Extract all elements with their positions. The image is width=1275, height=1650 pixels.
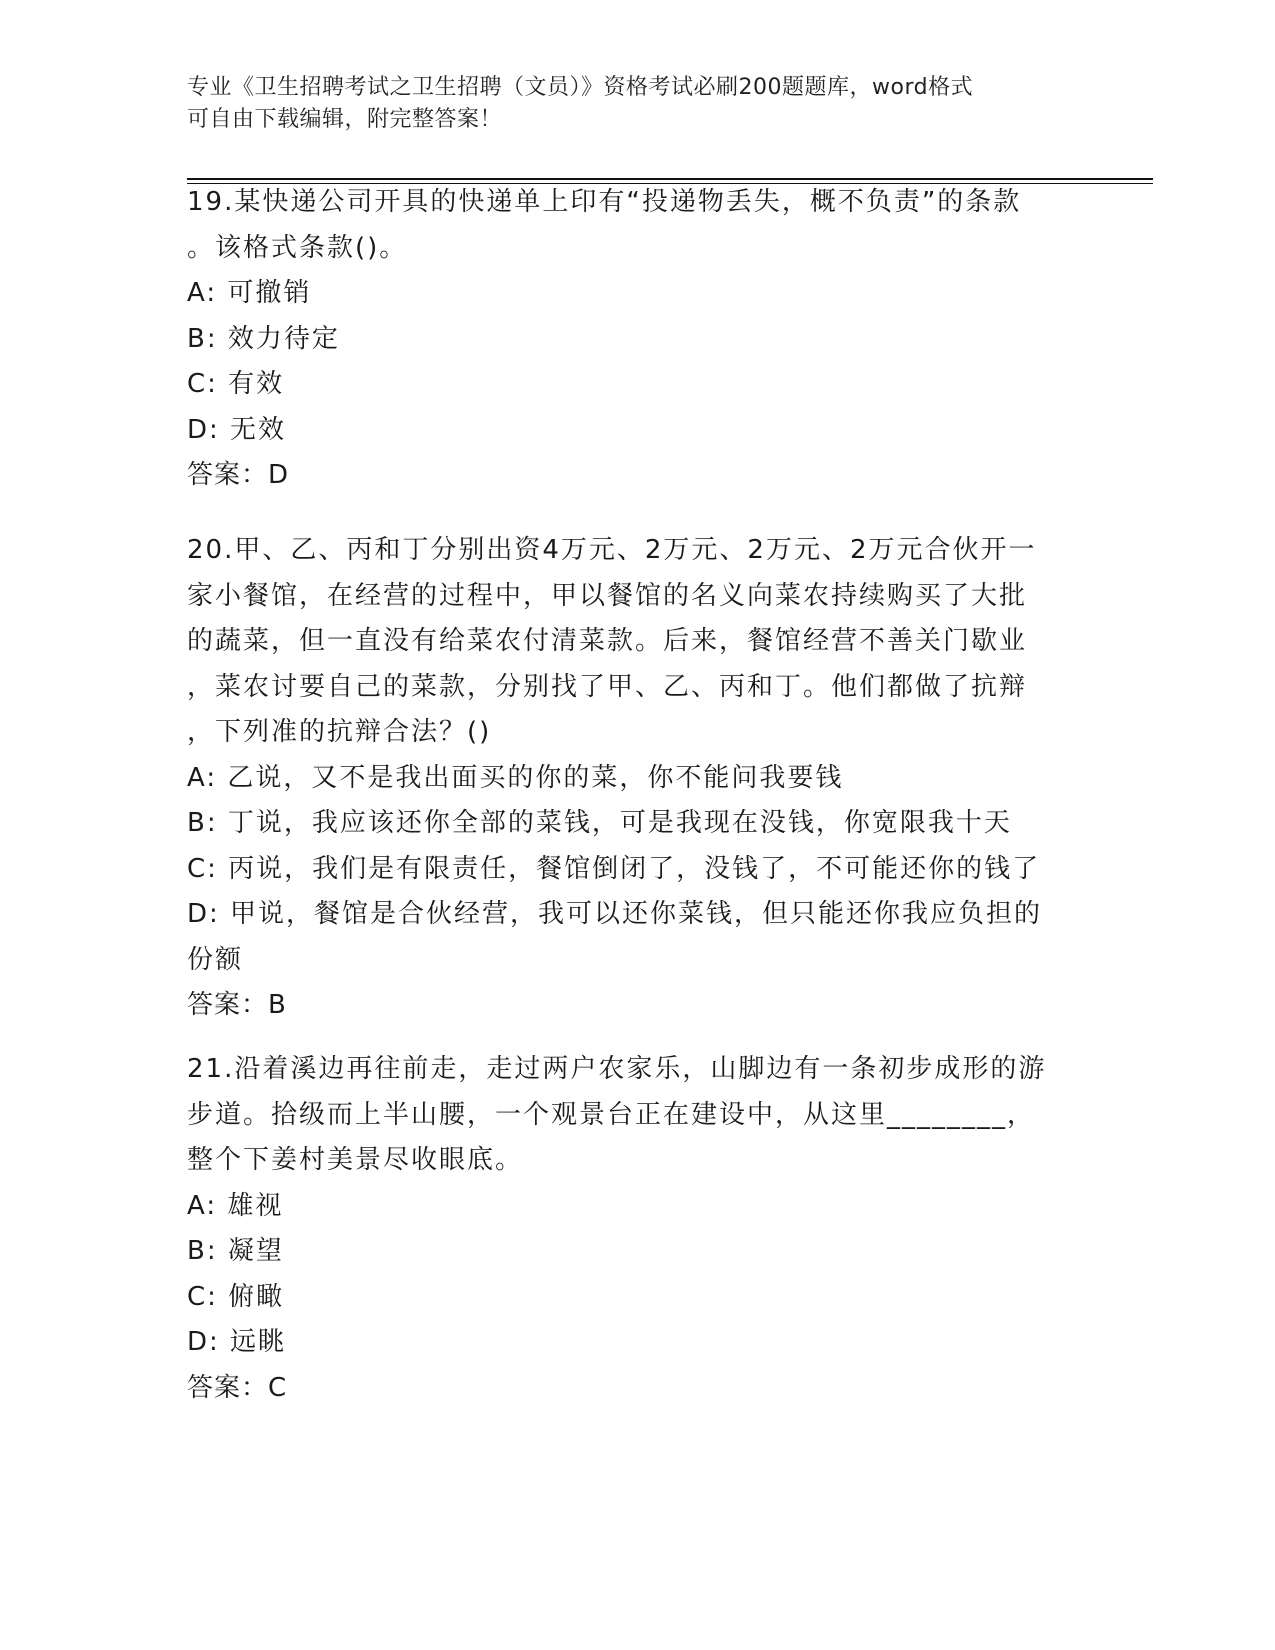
question-text-line: 步道。拾级而上半山腰，一个观景台正在建设中，从这里________， bbox=[187, 1099, 1036, 1130]
option-d: D: 无效 bbox=[187, 414, 287, 445]
question-21 bbox=[187, 1047, 1087, 1411]
question-text-line: ，下列准的抗辩合法？() bbox=[187, 717, 492, 747]
option-c: C: 俯瞰 bbox=[187, 1281, 285, 1312]
option-a: A: 雄视 bbox=[187, 1190, 284, 1221]
option-d-continued: 份额 bbox=[187, 944, 244, 975]
option-b: B: 凝望 bbox=[187, 1236, 284, 1266]
option-b: B: 效力待定 bbox=[187, 323, 340, 354]
question-text-line: ，菜农讨要自己的菜款，分别找了甲、乙、丙和丁。他们都做了抗辩 bbox=[187, 671, 1028, 702]
question-text-line: 19.某快递公司开具的快递单上印有“投递物丢失，概不负责”的条款 bbox=[187, 187, 1022, 217]
question-text-line: 家小餐馆，在经营的过程中，甲以餐馆的名义向菜农持续购买了大批 bbox=[187, 580, 1028, 611]
option-a: A: 乙说，又不是我出面买的你的菜，你不能问我要钱 bbox=[187, 762, 844, 793]
question-19 bbox=[187, 180, 1087, 499]
question-text-line: 。该格式条款()。 bbox=[187, 232, 408, 263]
option-a: A: 可撤销 bbox=[187, 278, 312, 308]
document-header bbox=[187, 72, 1087, 136]
option-c: C: 丙说，我们是有限责任，餐馆倒闭了，没钱了，不可能还你的钱了 bbox=[187, 853, 1041, 884]
answer-label: 答案：D bbox=[187, 460, 290, 490]
option-d: D: 甲说，餐馆是合伙经营，我可以还你菜钱，但只能还你我应负担的 bbox=[187, 899, 1043, 929]
question-text-line: 21.沿着溪边再往前走，走过两户农家乐，山脚边有一条初步成形的游 bbox=[187, 1054, 1047, 1084]
question-text-line: 的蔬菜，但一直没有给菜农付清菜款。后来，餐馆经营不善关门歇业 bbox=[187, 626, 1028, 656]
header-line-1: 专业《卫生招聘考试之卫生招聘（文员）》资格考试必刷200题题库，word格式 bbox=[187, 75, 974, 100]
question-text-line: 20.甲、乙、丙和丁分别出资4万元、2万元、2万元、2万元合伙开一 bbox=[187, 535, 1037, 565]
option-b: B: 丁说，我应该还你全部的菜钱，可是我现在没钱，你宽限我十天 bbox=[187, 808, 1012, 838]
answer-label: 答案：B bbox=[187, 990, 287, 1020]
header-line-2: 可自由下载编辑，附完整答案！ bbox=[187, 107, 503, 132]
question-text-line: 整个下姜村美景尽收眼底。 bbox=[187, 1145, 524, 1175]
option-d: D: 远眺 bbox=[187, 1327, 287, 1357]
option-c: C: 有效 bbox=[187, 369, 285, 399]
answer-label: 答案：C bbox=[187, 1372, 288, 1403]
question-20 bbox=[187, 528, 1087, 1029]
